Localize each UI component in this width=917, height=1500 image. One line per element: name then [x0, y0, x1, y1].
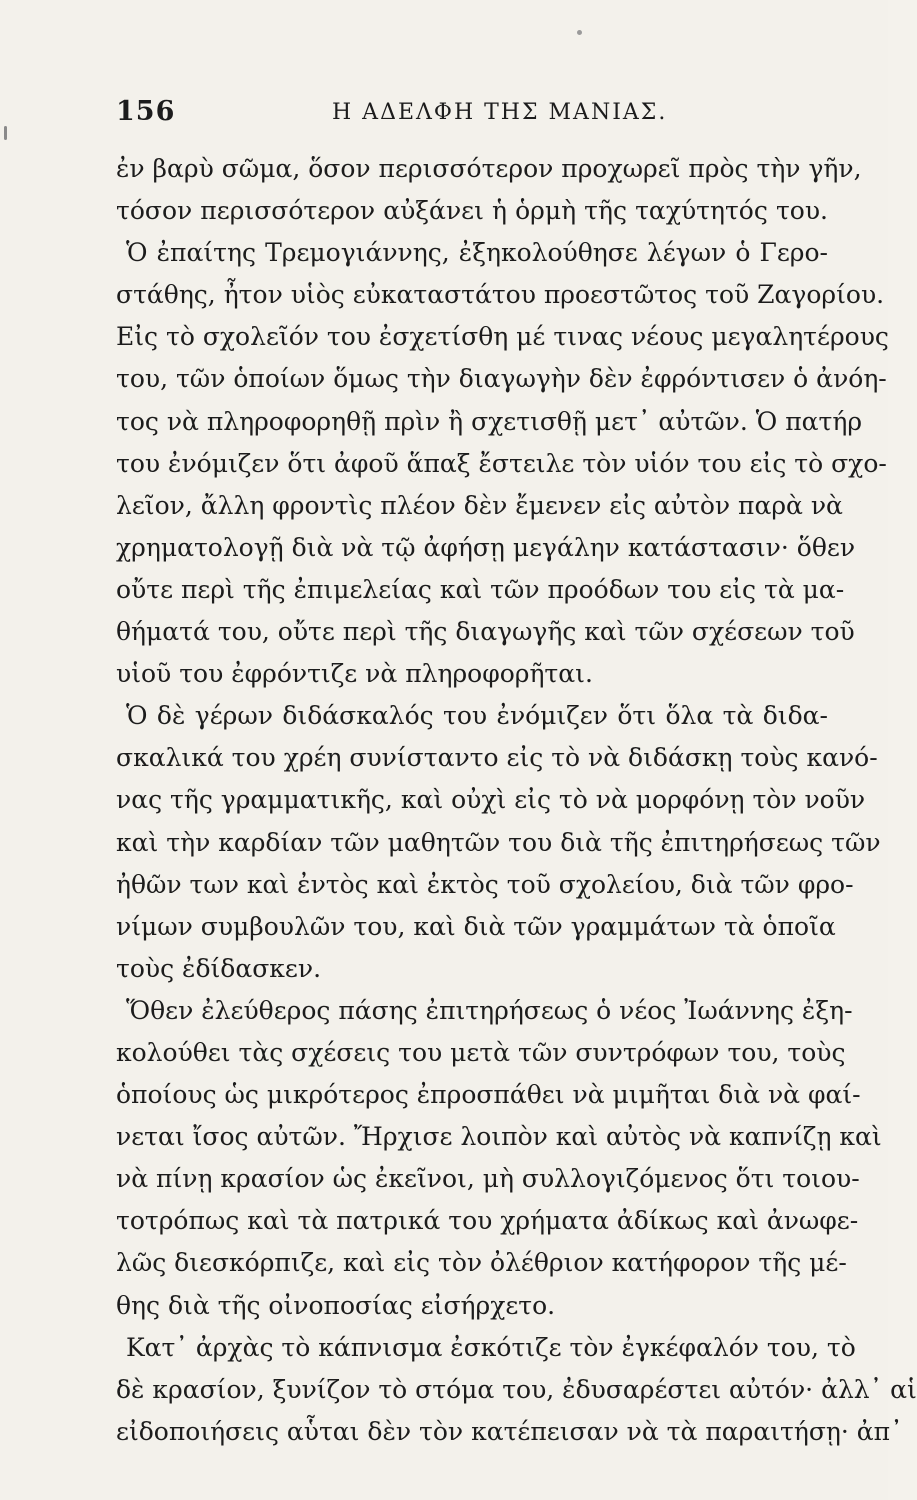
- margin-mark: [4, 126, 7, 140]
- text-line: Ὁ δὲ γέρων διδάσκαλός του ἐνόμιζεν ὅτι ὅλα τὰ διδα-: [126, 701, 828, 731]
- text-line: νας τῆς γραμματικῆς, καὶ οὐχὶ εἰς τὸ νὰ μορφόνῃ τὸν νοῦν: [116, 785, 866, 815]
- text-line: ὁποίους ὡς μικρότερος ἐπροσπάθει νὰ μιμῆται διὰ νὰ φαί-: [116, 1080, 861, 1110]
- text-line: του, τῶν ὁποίων ὅμως τὴν διαγωγὴν δὲν ἐφρόντισεν ὁ ἀνόη-: [116, 364, 887, 394]
- text-line: τος νὰ πληροφορηθῇ πρὶν ἢ σχετισθῇ μετ᾽ αὐτῶν. Ὁ πατήρ: [116, 406, 863, 436]
- body-text: [116, 148, 917, 1453]
- text-line: θης διὰ τῆς οἰνοποσίας εἰσήρχετο.: [116, 1290, 556, 1320]
- text-line: τόσον περισσότερον αὐξάνει ἡ ὁρμὴ τῆς ταχύτητός του.: [116, 196, 828, 226]
- text-line: λῶς διεσκόρπιζε, καὶ εἰς τὸν ὀλέθριον κατήφορον τῆς μέ-: [116, 1248, 847, 1278]
- text-line: ἐν βαρὺ σῶμα, ὅσον περισσότερον προχωρεῖ πρὸς τὴν γῆν,: [116, 154, 862, 183]
- text-line: θήματά του, οὔτε περὶ τῆς διαγωγῆς καὶ τῶν σχέσεων τοῦ: [116, 617, 855, 647]
- text-line: Κατ᾽ ἀρχὰς τὸ κάπνισμα ἐσκότιζε τὸν ἐγκέφαλόν του, τὸ: [126, 1332, 856, 1362]
- text-line: δὲ κρασίον, ξυνίζον τὸ στόμα του, ἐδυσαρέστει αὐτόν· ἀλλ᾽ αἱ: [116, 1374, 917, 1404]
- running-title: Η ΑΔΕΛΦΗ ΤΗΣ ΜΑΝΙΑΣ.: [332, 100, 668, 125]
- text-line: λεῖον, ἄλλη φροντὶς πλέον δὲν ἔμενεν εἰς αὐτὸν παρὰ νὰ: [116, 490, 843, 520]
- text-line: κολούθει τὰς σχέσεις του μετὰ τῶν συντρόφων του, τοὺς: [116, 1037, 846, 1067]
- text-line: χρηματολογῇ διὰ νὰ τῷ ἀφήσῃ μεγάλην κατάστασιν· ὅθεν: [116, 532, 856, 562]
- text-line: καὶ τὴν καρδίαν τῶν μαθητῶν του διὰ τῆς ἐπιτηρήσεως τῶν: [116, 827, 881, 857]
- text-line: Ὅθεν ἐλεύθερος πάσης ἐπιτηρήσεως ὁ νέος Ἰωάννης ἐξη-: [126, 995, 853, 1025]
- text-line: νεται ἴσος αὐτῶν. Ἤρχισε λοιπὸν καὶ αὐτὸς νὰ καπνίζῃ καὶ: [116, 1122, 882, 1152]
- page-header: [116, 96, 828, 136]
- ink-speck: [577, 30, 582, 35]
- text-line: τοτρόπως καὶ τὰ πατρικά του χρήματα ἀδίκως καὶ ἀνωφε-: [116, 1206, 859, 1236]
- text-line: εἰδοποιήσεις αὗται δὲν τὸν κατέπεισαν νὰ τὰ παραιτήσῃ· ἀπ᾽: [116, 1416, 903, 1446]
- text-line: του ἐνόμιζεν ὅτι ἀφοῦ ἅπαξ ἔστειλε τὸν υἱόν του εἰς τὸ σχο-: [116, 448, 887, 478]
- text-line: νὰ πίνῃ κρασίον ὡς ἐκεῖνοι, μὴ συλλογιζόμενος ὅτι τοιου-: [116, 1164, 860, 1194]
- text-line: νίμων συμβουλῶν του, καὶ διὰ τῶν γραμμάτων τὰ ὁποῖα: [116, 911, 836, 941]
- text-line: οὔτε περὶ τῆς ἐπιμελείας καὶ τῶν προόδων του εἰς τὰ μα-: [116, 574, 845, 604]
- text-line: ἠθῶν των καὶ ἐντὸς καὶ ἐκτὸς τοῦ σχολείου, διὰ τῶν φρο-: [116, 869, 854, 899]
- text-line: σκαλικά του χρέη συνίσταντο εἰς τὸ νὰ διδάσκῃ τοὺς κανό-: [116, 743, 878, 773]
- page-number: 156: [116, 96, 176, 127]
- text-line: στάθης, ἦτον υἱὸς εὐκαταστάτου προεστῶτος τοῦ Ζαγορίου.: [116, 280, 885, 310]
- text-line: τοὺς ἐδίδασκεν.: [116, 953, 322, 983]
- text-line: Εἰς τὸ σχολεῖόν του ἐσχετίσθη μέ τινας νέους μεγαλητέρους: [116, 322, 889, 352]
- text-line: υἱοῦ του ἐφρόντιζε νὰ πληροφορῆται.: [116, 659, 593, 689]
- text-line: Ὁ ἐπαίτης Τρεμογιάννης, ἐξηκολούθησε λέγων ὁ Γερο-: [126, 238, 828, 268]
